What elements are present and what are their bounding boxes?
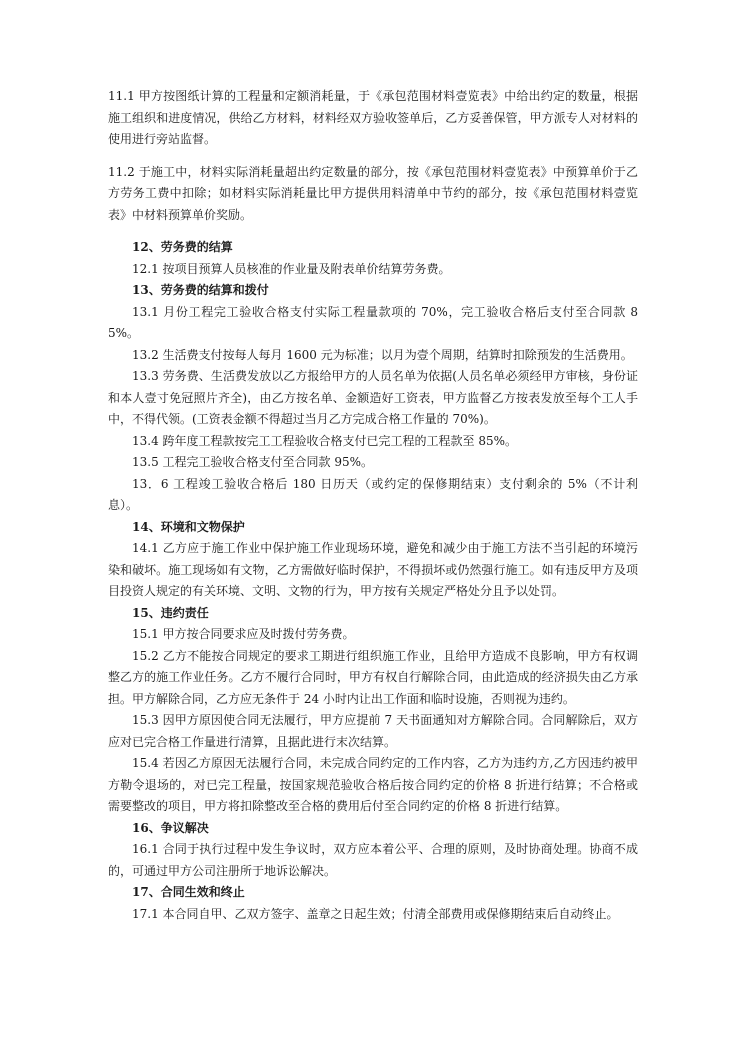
section-heading-12: 12、劳务费的结算 [132, 240, 233, 254]
clause-13-4: 13.4 跨年度工程款按完工工程验收合格支付已完工程的工程款至 85%。 [132, 433, 518, 448]
paragraph-gap [108, 151, 638, 162]
clause-17-1: 17.1 本合同自甲、乙双方签字、盖章之日起生效；付清全部费用或保修期结束后自动终止。 [132, 906, 619, 921]
clause-13-1: 13.1 月份工程完工验收合格支付实际工程量款项的 70%，完工验收合格后支付至合同款 85%。 [108, 304, 638, 340]
clause-16-1: 16.1 合同于执行过程中发生争议时，双方应本着公平、合理的原则，及时协商处理。协商不成的，可通过甲方公司注册所于地诉讼解决。 [108, 842, 638, 878]
clause-13-6: 13．6 工程竣工验收合格后 180 日历天（或约定的保修期结束）支付剩余的 5%（不计利息）。 [108, 476, 638, 512]
clause-15-4: 15.4 若因乙方原因无法履行合同，未完成合同约定的工作内容，乙方为违约方,乙方因违约被甲方勒令退场的，对已完工程量，按国家规范验收合格后按合同约定的价格 8 折进行结算；不合格或需要整改的项目，甲方将扣除整改至合格的费用后付至合同约定的价格 8 折进行结算。 [108, 756, 638, 813]
clause-13-5: 13.5 工程完工验收合格支付至合同款 95%。 [132, 455, 374, 469]
clause-13-2: 13.2 生活费支付按每人每月 1600 元为标准；以月为壹个周期，结算时扣除预发的生活费用。 [132, 347, 633, 362]
section-heading-17: 17、合同生效和终止 [132, 885, 245, 899]
section-heading-13: 13、劳务费的结算和拨付 [132, 283, 269, 297]
clause-15-2: 15.2 乙方不能按合同规定的要求工期进行组织施工作业，且给甲方造成不良影响，甲方有权调整乙方的施工作业任务。乙方不履行合同时，甲方有权自行解除合同，由此造成的经济损失由乙方承担。甲方解除合同，乙方应无条件于 24 小时内让出工作面和临时设施，否则视为违约。 [108, 648, 638, 706]
clause-13-3: 13.3 劳务费、生活费发放以乙方报给甲方的人员名单为依据(人员名单必须经甲方审核，身份证和本人壹寸免冠照片齐全)，由乙方按名单、金额造好工资表，甲方监督乙方按表发放至每个工人手中，不得代领。(工资表金额不得超过当月乙方完成合格工作量的 70%)。 [108, 369, 638, 426]
section-heading-14: 14、环境和文物保护 [132, 519, 245, 534]
clause-15-1: 15.1 甲方按合同要求应及时拨付劳务费。 [132, 627, 355, 641]
clause-12-1: 12.1 按项目预算人员核准的作业量及附表单价结算劳务费。 [132, 261, 451, 276]
clause-14-1: 14.1 乙方应于施工作业中保护施工作业现场环境，避免和减少由于施工方法不当引起的环境污染和破坏。施工现场如有文物，乙方需做好临时保护，不得损坏或仍然强行施工。如有违反甲方及项目投资人规定的有关环境、文明、文物的行为，甲方按有关规定严格处分且予以处罚。 [108, 541, 638, 598]
section-heading-15: 15、违约责任 [132, 605, 209, 620]
clause-15-3: 15.3 因甲方原因使合同无法履行，甲方应提前 7 天书面通知对方解除合同。合同解除后，双方应对已完合格工作量进行清算，且据此进行末次结算。 [108, 713, 638, 749]
clause-11-2: 11.2 于施工中，材料实际消耗量超出约定数量的部分，按《承包范围材料壹览表》中预算单价于乙方劳务工费中扣除；如材料实际消耗量比甲方提供用料清单中节约的部分，按《承包范围材料壹览表》中材料预算单价奖励。 [108, 164, 638, 222]
clause-11-1: 11.1 甲方按图纸计算的工程量和定额消耗量，于《承包范围材料壹览表》中给出约定的数量，根据施工组织和进度情况，供给乙方材料，材料经双方验收签单后，乙方妥善保管，甲方派专人对材料的使用进行旁站监督。 [108, 89, 638, 146]
section-heading-16: 16、争议解决 [132, 820, 209, 835]
paragraph-gap [108, 226, 638, 237]
